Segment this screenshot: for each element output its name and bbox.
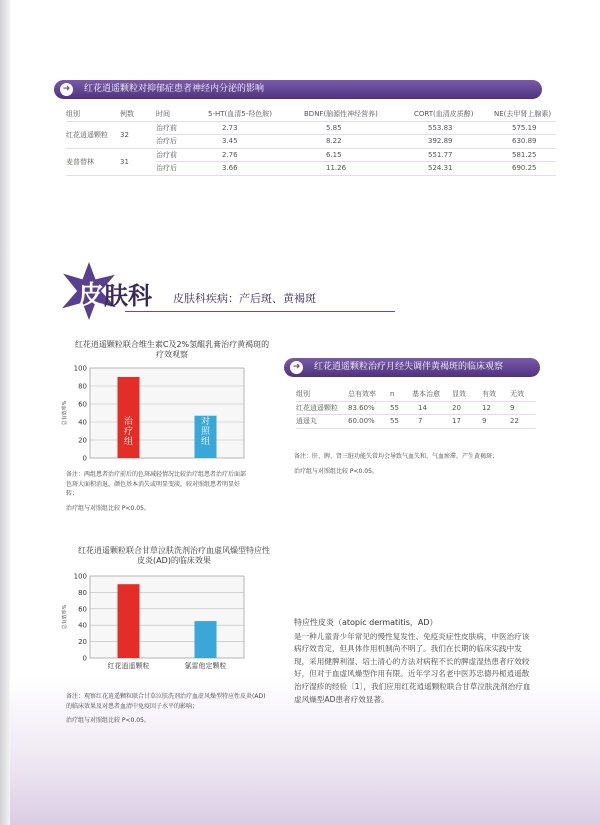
value-cell: 690.25 bbox=[494, 162, 556, 176]
value-cell: 6.15 bbox=[304, 148, 414, 162]
section-title bbox=[78, 275, 152, 312]
header-cell: 显效 bbox=[452, 388, 482, 401]
section-title-rest: 肤科 bbox=[104, 282, 153, 310]
section-title-big-char: 皮 bbox=[78, 281, 105, 311]
value-cell: 3.66 bbox=[208, 162, 304, 176]
ad-heading: 特应性皮炎（atopic dermatitis，AD） bbox=[294, 618, 438, 627]
time-cell: 治疗前 bbox=[156, 121, 208, 135]
header-cell: 基本治愈 bbox=[412, 388, 452, 401]
table-row bbox=[296, 415, 536, 429]
group-cell: 逍遥丸 bbox=[296, 415, 348, 429]
value-cell: 22 bbox=[510, 415, 536, 429]
group-cell: 红花逍遥颗粒 bbox=[296, 401, 348, 415]
chart2-note: 治疗组与对照组比较 P<0.05。 bbox=[66, 717, 150, 724]
plot-area bbox=[90, 576, 244, 658]
x-category-label: 红花逍遥颗粒 bbox=[107, 662, 150, 670]
group-cell: 麦普替林 bbox=[66, 148, 120, 175]
value-cell: 55 bbox=[390, 415, 412, 429]
header-cell: NE(去甲肾上腺素) bbox=[494, 108, 556, 121]
binding-fold bbox=[0, 0, 10, 825]
value-cell: 7 bbox=[412, 415, 452, 429]
table-row bbox=[66, 121, 556, 135]
bar-category-label: 对照组 bbox=[200, 417, 211, 447]
value-cell: 9 bbox=[510, 401, 536, 415]
value-cell: 17 bbox=[452, 415, 482, 429]
value-cell: 581.25 bbox=[494, 148, 556, 162]
header-cell: 有效 bbox=[482, 388, 510, 401]
table-row bbox=[296, 401, 536, 415]
value-cell: 2.73 bbox=[208, 121, 304, 135]
y-tick-label: 0 bbox=[82, 454, 87, 463]
right-table bbox=[296, 388, 536, 429]
chart2-title: 红花逍遥颗粒联合甘草泣肤洗剂治疗血虚风燥型特应性皮炎(AD)的临床效果 bbox=[78, 546, 270, 565]
y-axis-label: 总有效率% bbox=[62, 604, 68, 630]
header-cell: 组别 bbox=[296, 388, 348, 401]
section-subtitle: 皮肤科疾病：产后斑、黄褐斑 bbox=[173, 292, 316, 305]
count-cell: 32 bbox=[120, 121, 156, 148]
right-table-notes bbox=[294, 452, 544, 481]
time-cell: 治疗后 bbox=[156, 162, 208, 176]
bar-category-label: 治疗组 bbox=[123, 417, 134, 447]
header-cell: n bbox=[390, 388, 412, 401]
rate-cell: 83.60% bbox=[348, 401, 390, 415]
bar bbox=[195, 621, 217, 658]
value-cell: 11.26 bbox=[304, 162, 414, 176]
y-tick-label: 100 bbox=[73, 364, 87, 373]
header-cell: 组别 bbox=[66, 108, 120, 121]
right-table-header-bar bbox=[284, 358, 540, 377]
y-tick-label: 40 bbox=[78, 418, 87, 427]
group-cell: 红花逍遥颗粒 bbox=[66, 121, 120, 148]
y-tick-label: 80 bbox=[78, 588, 87, 597]
ad-description bbox=[294, 617, 534, 706]
value-cell: 553.83 bbox=[414, 121, 494, 135]
value-cell: 630.89 bbox=[494, 135, 556, 149]
y-tick-label: 20 bbox=[78, 638, 87, 647]
right-table-note: 备注：肝、脾、肾三脏功能失常均会导致气血失和、气血瘀滞，产生黄褐斑； bbox=[294, 453, 499, 460]
y-tick-label: 0 bbox=[82, 654, 87, 663]
value-cell: 524.31 bbox=[414, 162, 494, 176]
header-cell: 5-HT(血清5-羟色胺) bbox=[208, 108, 304, 121]
x-category-label: 氯雷他定颗粒 bbox=[184, 662, 227, 670]
value-cell: 20 bbox=[452, 401, 482, 415]
chart2-notes bbox=[66, 692, 271, 731]
ad-body: 是一种儿童青少年常见的慢性复发性、免疫炎症性皮肤病，中医治疗该病疗效肯定，但具体作用机制尚不明了。我们在长期的临床实践中发现，采用健脾利湿、培土清心的方法对病程不长的脾虚湿热患者疗效较好，但对于血虚风燥型作用有限。近年学习名老中医苏忠德丹栀逍遥散治疗湿疹的经验〔1〕，我们应用红花逍遥颗粒联合甘草泣肤洗剂治疗血虚风燥型AD患者疗效显著。 bbox=[294, 631, 531, 704]
chart1-note: 治疗组与对照组比较 P<0.05。 bbox=[66, 504, 150, 512]
right-table-note: 治疗组与对照组比较 P<0.05。 bbox=[294, 467, 378, 475]
value-cell: 9 bbox=[482, 415, 510, 429]
y-tick-label: 60 bbox=[78, 605, 87, 614]
y-tick-label: 20 bbox=[78, 436, 87, 445]
value-cell: 551.77 bbox=[414, 148, 494, 162]
right-table-title: 红花逍遥颗粒治疗月经失调伴黄褐斑的临床观察 bbox=[314, 362, 504, 372]
top-table-title: 红花逍遥颗粒对抑郁症患者神经内分泌的影响 bbox=[84, 84, 265, 94]
header-cell: BDNF(脑源性神经营养) bbox=[304, 108, 414, 121]
bar bbox=[118, 584, 140, 658]
value-cell: 12 bbox=[482, 401, 510, 415]
arrow-icon: ➜ bbox=[60, 83, 73, 96]
section-underline bbox=[125, 311, 395, 312]
time-cell: 治疗后 bbox=[156, 135, 208, 149]
table-header-row bbox=[66, 108, 556, 121]
rate-cell: 60.00% bbox=[348, 415, 390, 429]
y-axis-label: 总有效率% bbox=[62, 400, 68, 426]
value-cell: 575.19 bbox=[494, 121, 556, 135]
value-cell: 3.45 bbox=[208, 135, 304, 149]
value-cell: 55 bbox=[390, 401, 412, 415]
header-cell: 例数 bbox=[120, 108, 156, 121]
chart2 bbox=[58, 570, 254, 674]
header-cell: 总有效率 bbox=[348, 388, 390, 401]
table-header-row bbox=[296, 388, 536, 401]
chart2-note: 备注：观察红花逍遥颗粒联合甘草泣肤洗剂治疗血虚风燥型特应性皮炎(AD)的临床效果及对患者血清中免疫因子水平的影响； bbox=[66, 693, 266, 710]
y-tick-label: 60 bbox=[78, 400, 87, 409]
header-cell: 时间 bbox=[156, 108, 208, 121]
top-table-header-bar bbox=[54, 80, 542, 99]
chart1-note: 备注：两组患者治疗前后的色斑减轻情况比较治疗组患者治疗后面部色斑大面积消退，颜色基本消失或明显变淡，较对照组患者明显好转； bbox=[66, 471, 247, 497]
header-cell: CORT(血清皮质醇) bbox=[414, 108, 494, 121]
plot-area bbox=[90, 368, 244, 458]
table-row bbox=[66, 148, 556, 162]
value-cell: 392.89 bbox=[414, 135, 494, 149]
header-cell: 无效 bbox=[510, 388, 536, 401]
count-cell: 31 bbox=[120, 148, 156, 175]
chart1 bbox=[58, 362, 254, 466]
y-tick-label: 100 bbox=[73, 572, 87, 581]
value-cell: 8.22 bbox=[304, 135, 414, 149]
top-table bbox=[66, 108, 556, 176]
chart1-notes bbox=[66, 470, 251, 518]
arrow-icon: ➜ bbox=[290, 361, 303, 374]
value-cell: 2.76 bbox=[208, 148, 304, 162]
y-tick-label: 40 bbox=[78, 621, 87, 630]
value-cell: 14 bbox=[412, 401, 452, 415]
time-cell: 治疗前 bbox=[156, 148, 208, 162]
chart1-title: 红花逍遥颗粒联合维生素C及2%氢醌乳膏治疗黄褐斑的疗效观察 bbox=[74, 340, 270, 359]
y-tick-label: 80 bbox=[78, 382, 87, 391]
value-cell: 5.85 bbox=[304, 121, 414, 135]
